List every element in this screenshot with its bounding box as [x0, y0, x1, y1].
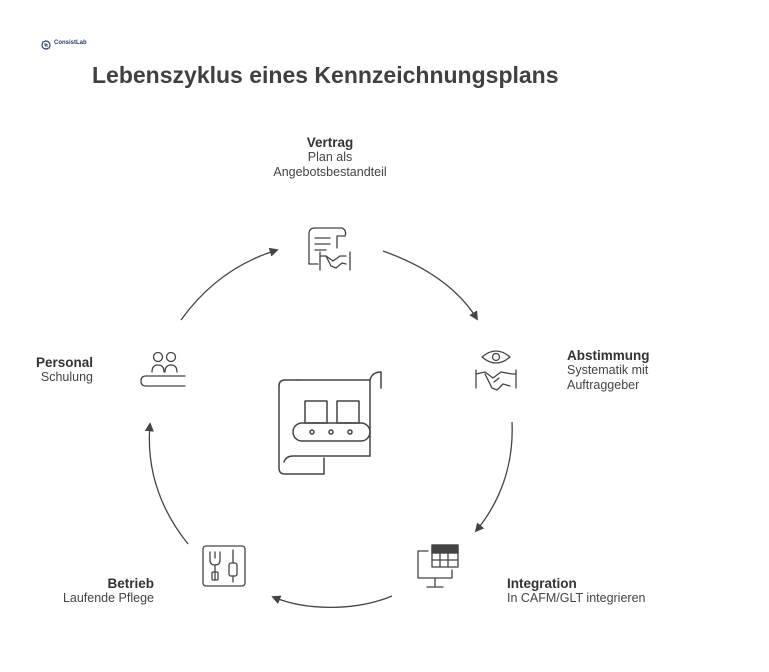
stage-integration-desc: In CAFM/GLT integrieren: [507, 591, 646, 605]
contract-handshake-icon: [309, 228, 350, 270]
computer-table-icon: [418, 545, 458, 587]
arrow-integration-to-betrieb: [273, 596, 392, 607]
arrow-personal-to-vertrag: [181, 250, 277, 320]
stage-vertrag-name: Vertrag: [306, 135, 354, 150]
stage-abstimmung-name: Abstimmung: [567, 348, 650, 363]
stage-abstimmung: [567, 348, 650, 393]
stage-personal-name: Personal: [35, 355, 93, 370]
stage-vertrag-desc-1: Plan als: [307, 150, 353, 164]
conveyor-scroll-icon: [279, 372, 381, 474]
stage-betrieb-desc: Laufende Pflege: [62, 591, 154, 605]
stage-betrieb-name: Betrieb: [107, 576, 154, 591]
arrow-vertrag-to-abstimmung: [383, 251, 477, 319]
stage-integration-name: Integration: [507, 576, 577, 591]
stage-vertrag: [230, 135, 430, 180]
eye-handshake-icon: [476, 351, 516, 390]
logo-text: ConsistLab: [54, 40, 87, 46]
stage-integration: [507, 576, 645, 606]
stage-betrieb: [20, 576, 154, 606]
page-title: Lebenszyklus eines Kennzeichnungsplans: [92, 62, 559, 88]
people-icon: [141, 353, 185, 387]
stage-abstimmung-desc-1: Systematik mit: [567, 363, 649, 377]
stage-abstimmung-desc-2: Auftraggeber: [567, 378, 640, 392]
stage-personal: [20, 355, 93, 385]
tools-icon: [203, 546, 245, 586]
arrow-betrieb-to-personal: [149, 424, 188, 544]
arrow-abstimmung-to-integration: [476, 422, 512, 531]
stage-vertrag-desc-2: Angebotsbestandteil: [273, 165, 387, 179]
stage-personal-desc: Schulung: [40, 370, 93, 384]
